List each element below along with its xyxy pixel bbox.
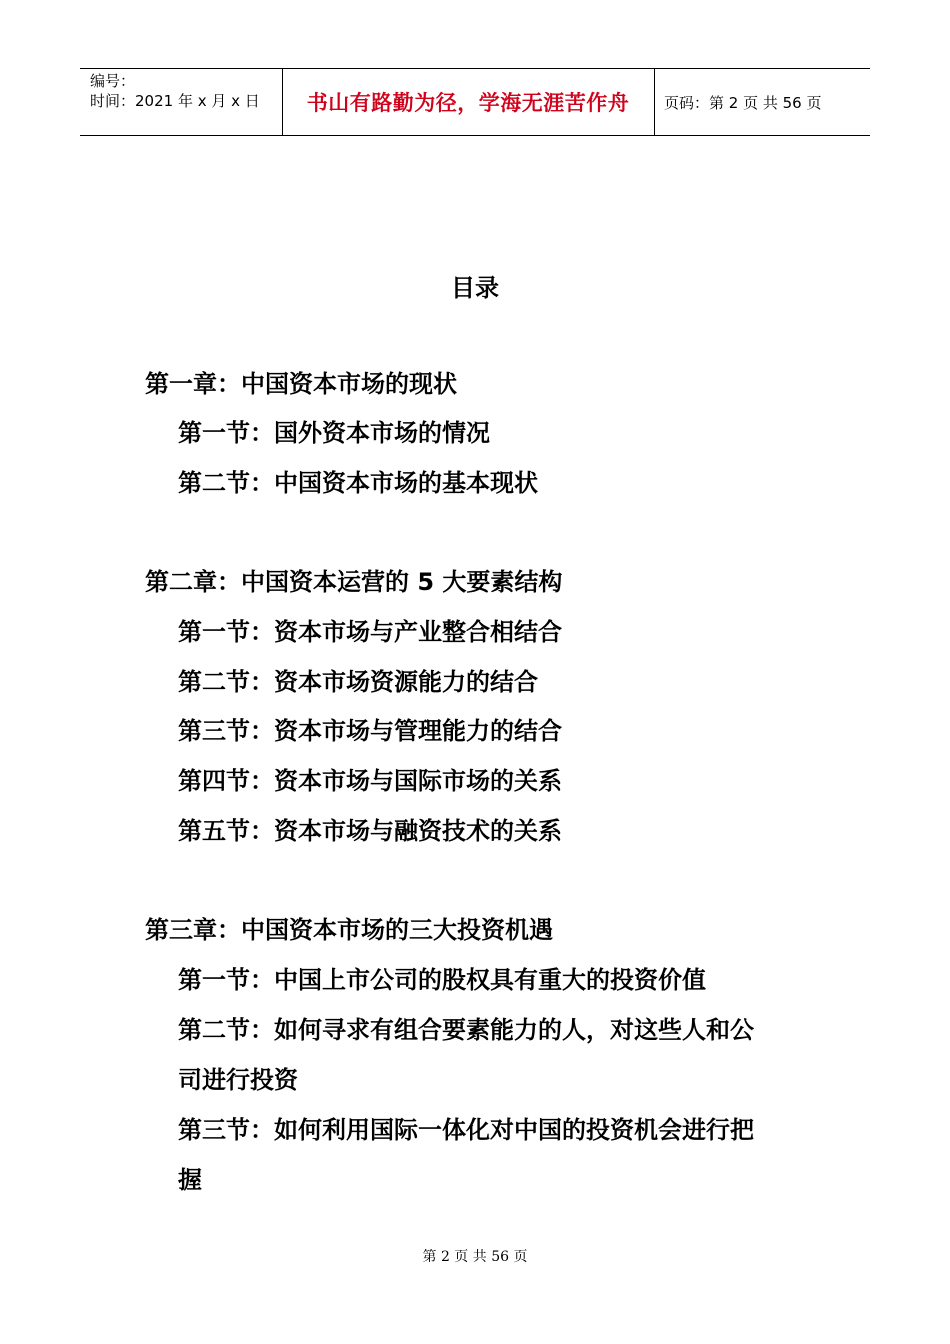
toc-chapter-3-section-2: 第二节：如何寻求有组合要素能力的人，对这些人和公: [178, 1016, 754, 1044]
header-motto: 书山有路勤为径，学海无涯苦作舟: [306, 91, 630, 115]
toc-chapter-2-section-5: 第五节：资本市场与融资技术的关系: [178, 817, 562, 845]
page-header: [80, 68, 870, 136]
toc-chapter-1-section-2: 第二节：中国资本市场的基本现状: [178, 469, 538, 497]
header-divider: [654, 69, 655, 135]
document-time-label: 时间：2021 年 x 月 x 日: [90, 92, 260, 110]
document-number-label: 编号：: [90, 72, 136, 90]
toc-chapter-3-section-2-cont: 司进行投资: [178, 1066, 298, 1094]
toc-chapter-2-section-3: 第三节：资本市场与管理能力的结合: [178, 717, 562, 745]
toc-chapter-2-section-1: 第一节：资本市场与产业整合相结合: [178, 618, 562, 646]
toc-chapter-1-section-1: 第一节：国外资本市场的情况: [178, 419, 490, 447]
toc-chapter-3-section-3: 第三节：如何利用国际一体化对中国的投资机会进行把: [178, 1116, 754, 1144]
toc-chapter-2-section-2: 第二节：资本市场资源能力的结合: [178, 668, 538, 696]
toc-chapter-2-section-4: 第四节：资本市场与国际市场的关系: [178, 767, 562, 795]
header-meta: [90, 71, 260, 111]
toc-title: 目录: [451, 274, 499, 302]
toc-chapter-1: 第一章：中国资本市场的现状: [145, 370, 457, 398]
toc-chapter-3: 第三章：中国资本市场的三大投资机遇: [145, 916, 553, 944]
toc-chapter-2: 第二章：中国资本运营的 5 大要素结构: [145, 568, 563, 596]
header-page-info: 页码：第 2 页 共 56 页: [664, 93, 822, 112]
toc-chapter-3-section-1: 第一节：中国上市公司的股权具有重大的投资价值: [178, 966, 706, 994]
toc-chapter-3-section-3-cont: 握: [178, 1166, 202, 1194]
page-footer: 第 2 页 共 56 页: [422, 1249, 528, 1265]
